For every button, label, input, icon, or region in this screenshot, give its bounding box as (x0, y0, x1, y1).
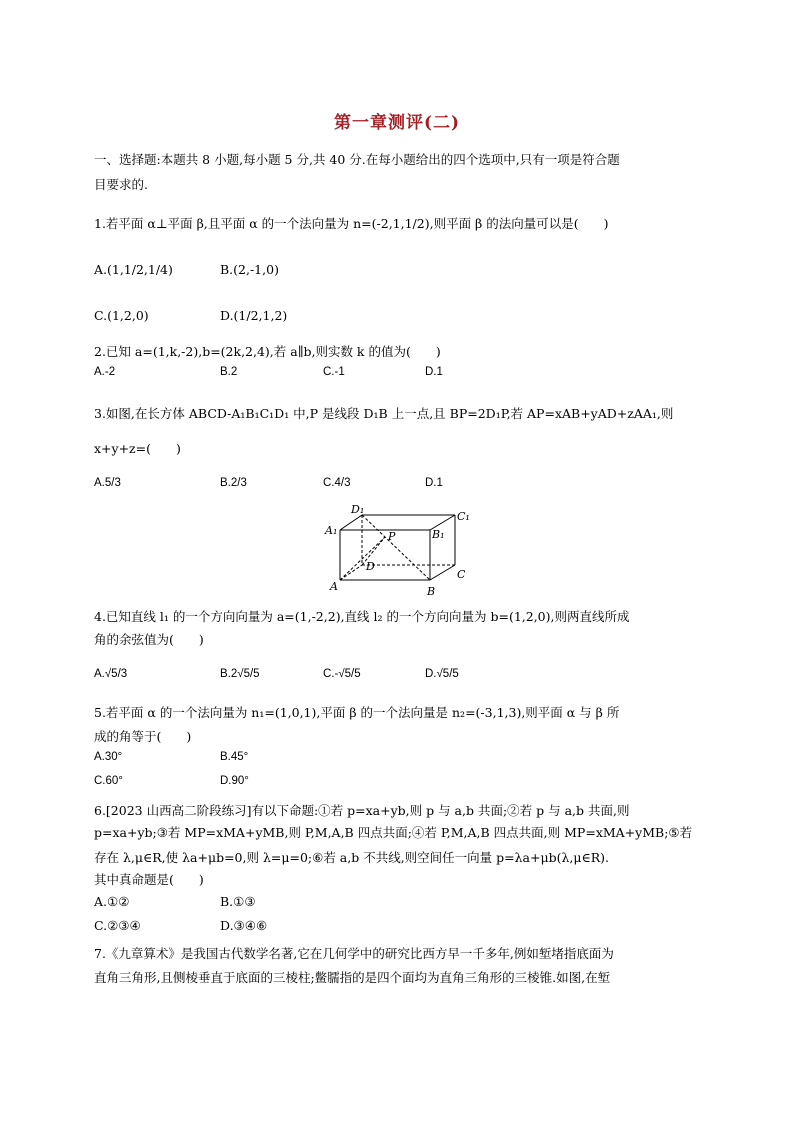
question-5-stem-line-1: 5.若平面 α 的一个法向量为 n₁=(1,0,1),平面 β 的一个法向量是 n₂=(-3,1,3),则平面 α 与 β 所 (94, 705, 620, 720)
question-1-option-c: C.(1,2,0) (94, 308, 149, 323)
question-1-option-d: D.(1/2,1,2) (220, 308, 288, 323)
segment-AP (340, 537, 385, 580)
edge-A1D1 (340, 515, 362, 530)
question-5-stem-line-2: 成的角等于( ) (94, 729, 192, 744)
edge-AD-hidden (340, 565, 362, 580)
label-C: C (457, 568, 466, 581)
question-5-option-a: A.30° (94, 751, 123, 763)
label-B: B (427, 585, 436, 598)
question-4-stem-line-2: 角的余弦值为( ) (94, 632, 204, 647)
section-heading-line-2: 目要求的. (94, 177, 148, 192)
question-2-option-b: B.2 (220, 366, 238, 378)
page-title: 第一章测评(二) (333, 113, 461, 133)
question-6-option-b: B.①③ (220, 894, 256, 909)
question-5-option-d: D.90° (220, 775, 249, 787)
question-6-line-4: 其中真命题是( ) (94, 872, 204, 887)
question-2-option-d: D.1 (425, 366, 443, 378)
question-3-stem-line-1: 3.如图,在长方体 ABCD-A₁B₁C₁D₁ 中,P 是线段 D₁B 上一点,且 BP=2D₁P,若 AP=xAB+yAD+zAA₁,则 (94, 406, 674, 421)
label-D: D (366, 560, 375, 573)
question-1-stem: 1.若平面 α⊥平面 β,且平面 α 的一个法向量为 n=(-2,1,1/2),则平面 β 的法向量可以是( ) (94, 216, 609, 231)
question-1-option-a: A.(1,1/2,1/4) (94, 262, 173, 277)
question-4-option-d: D.√5/5 (425, 668, 459, 680)
edge-BC (430, 565, 455, 580)
label-A1: A₁ (325, 524, 338, 537)
label-A: A (330, 580, 338, 593)
question-6-option-a: A.①② (94, 894, 130, 909)
question-7-line-2: 直角三角形,且侧棱垂直于底面的三棱柱;鳖臑指的是四个面均为直角三角形的三棱锥.如图,在堑 (94, 970, 611, 985)
question-1-option-b: B.(2,-1,0) (220, 262, 279, 277)
question-4-option-c: C.-√5/5 (323, 668, 361, 680)
label-P: P (388, 530, 396, 543)
question-3-option-d: D.1 (425, 477, 443, 489)
question-3-stem-line-2: x+y+z=( ) (94, 441, 181, 456)
question-3-option-c: C.4/3 (323, 477, 351, 489)
label-D1: D₁ (351, 503, 365, 516)
question-3-option-a: A.5/3 (94, 477, 121, 489)
question-6-option-c: C.②③④ (94, 918, 141, 933)
question-7-line-1: 7.《九章算术》是我国古代数学名著,它在几何学中的研究比西方早一千多年,例如堑堵指底面为 (94, 946, 614, 961)
question-6-line-1: 6.[2023 山西高二阶段练习]有以下命题:①若 p=xa+yb,则 p 与 a,b 共面;②若 p 与 a,b 共面,则 (94, 803, 630, 818)
question-4-option-b: B.2√5/5 (220, 668, 260, 680)
cuboid-figure (320, 500, 480, 600)
question-2-option-a: A.-2 (94, 366, 116, 378)
question-4-option-a: A.√5/3 (94, 668, 128, 680)
section-heading-line-1: 一、选择题:本题共 8 小题,每小题 5 分,共 40 分.在每小题给出的四个选项中,只有一项是符合题 (94, 152, 620, 167)
question-5-option-b: B.45° (220, 751, 249, 763)
question-6-option-d: D.③④⑥ (220, 918, 268, 933)
label-C1: C₁ (457, 510, 470, 523)
question-5-option-c: C.60° (94, 775, 123, 787)
question-3-option-b: B.2/3 (220, 477, 247, 489)
question-2-stem: 2.已知 a=(1,k,-2),b=(2k,2,4),若 a∥b,则实数 k 的值为( ) (94, 344, 441, 359)
question-6-line-3: 存在 λ,μ∈R,使 λa+μb=0,则 λ=μ=0;⑥若 a,b 不共线,则空间任一向量 p=λa+μb(λ,μ∈R). (94, 850, 609, 865)
label-B1: B₁ (432, 528, 445, 541)
question-4-stem-line-1: 4.已知直线 l₁ 的一个方向向量为 a=(1,-2,2),直线 l₂ 的一个方向向量为 b=(1,2,0),则两直线所成 (94, 609, 630, 624)
question-6-line-2: p=xa+yb;③若 MP=xMA+yMB,则 P,M,A,B 四点共面;④若 P,M,A,B 四点共面,则 MP=xMA+yMB;⑤若 (94, 825, 693, 840)
question-2-option-c: C.-1 (323, 366, 345, 378)
